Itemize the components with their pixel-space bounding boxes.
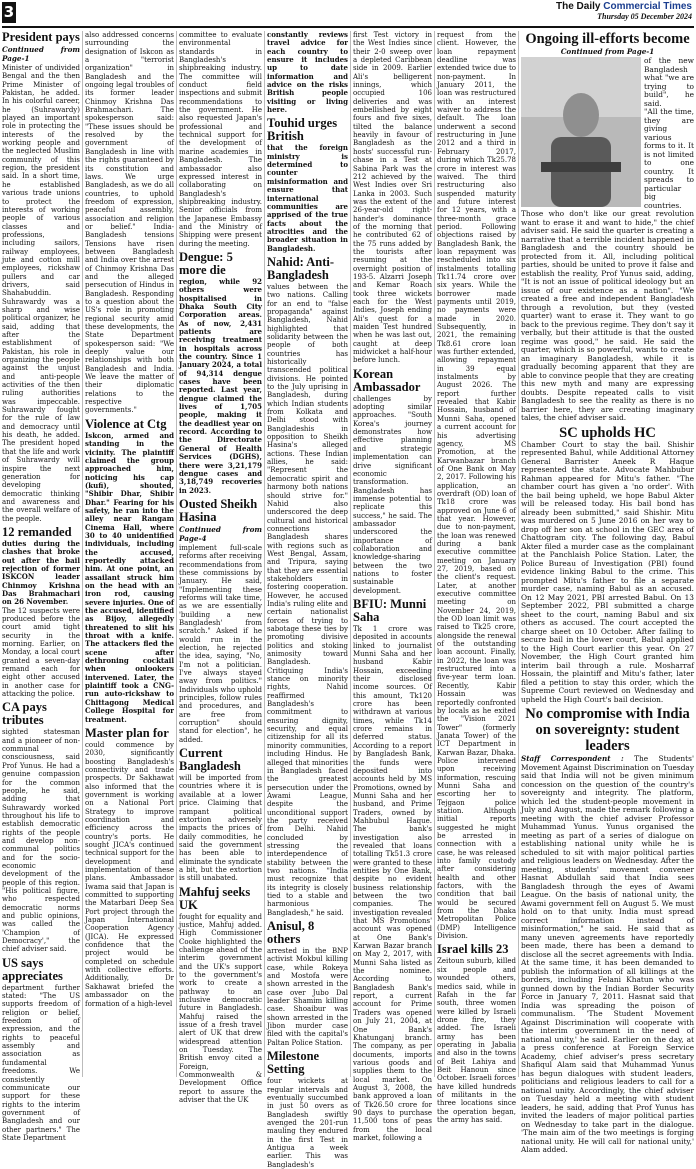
article-body: request from the client. However, the loan repayment deadline was extended twice due to non-payment. In January 2011, the loan was restructured with an interest waiver to address the default. The loan underwent a second restructuring in June 2012 and a third in February 2017, during which Tk25.78 crore in interest was waived. The third restructuring also suspended maturity and future interest for 12 years, with a three-month grace period. Following objections raised by Bangladesh Bank, the loan repayment was rescheduled into six instalments totalling Tk11.74 crore over six years. While the borrower made payments until 2019, no payments were made in 2020. Subsequently, in 2021, the remaining Tk8.61 crore loan was further extended, allowing repayment in 39 equal instalments by August 2026. The report further revealed that Kabir Hossain, husband of Munni Saha, opened a current account for his advertising agency, MS Promotion, at the Karwanbazar branch of One Bank on May 2, 2017. Following his application, an overdraft (OD) loan of Tk18 crore was approved on June 6 of that year. However, due to non-payment, the loan was renewed during a bank executive committee meeting on January 27, 2019, based on the client's request. Later, at another executive committee meeting on November 24, 2019, the OD loan limit was raised to Tk25 crore, alongside the renewal of the outstanding loan account. Finally, in 2022, the loan was restructured into a five-year term loan. Recently, Kabir Hossain was reportedly confronted by locals as he exited the "Vision 2021 Tower" (formerly Janata Tower) of the ICT Department in Karwan Bazar, Dhaka. Police intervened upon receiving information, rescuing Munni Saha and escorting her to Tejgaon police station. Although initial reports suggested he might be arrested in connection with a case, he was released into family custody after considering health and other factors, with the condition that bail would be secured from the Dhaka Metropolitan Police (DMP) Intelligence Division. xyxy=(437,31,516,941)
article-body: department further stated: "The US supports freedom of religion or belief, freedom of expression, and the rights to peaceful assembly and association as fundamental freedoms. We consistently communicate our support for these rights to the interim government of Bangladesh and our other partners." The State Department xyxy=(2,983,80,1142)
headline-mahfuj-seeks-uk: Mahfuj seeks UK xyxy=(179,884,251,912)
photo-illustration xyxy=(521,57,641,207)
article-body: values between the two nations. Calling for an end to "false propaganda" against Bangladesh, Nahid highlighted that solidarity between the people of both countries has historically transcended political divisions. He pointed to the July uprising in Bangladesh, during which Indian students from Kolkata and Delhi stood with Bangladeshis in opposition to Sheikh Hasina's alleged actions. These Indian allies, he said: "Represent the democratic spirit and harmony both nations should strive for." Nahid also underscored the deep cultural and historical connections Bangladesh shares with regions such as West Bengal, Assam, and Tripura, saying that they are essential stakeholders in fostering cooperation. However, he accused India's ruling elite and certain nationalist forces of trying to sabotage these ties by promoting divisive politics and stoking animosity toward Bangladesh. Critiquing India's stance on minority rights, Nahid reaffirmed Bangladesh's commitment to ensuring dignity, security, and equal citizenship for all its minority communities, including Hindus. He alleged that minorities in Bangladesh faced the greatest persecution under the Awami League, despite the unconditional support the party received from Delhi. Nahid concluded by stressing the interdependence of stability between the two nations. "India must recognize that its integrity is closely tied to a stable and harmonious Bangladesh," he said. xyxy=(267,282,348,917)
article-body: implement full-scale reforms after receiving recommendations from these commissions by January. He said, "Implementing these reforms will take time, as we are essentially 'building a new Bangladesh' from scratch." Asked if he would run in the election, he rejected the idea, saying, "No, I'm not a politician. I've always stayed away from politics." Individuals who uphold principles, follow rules and procedures, and are free from corruption" should stand for election", he added. xyxy=(179,543,262,744)
continued-note: Continued from Page-1 xyxy=(2,45,80,63)
headline-korean-ambassador: Korean Ambassador xyxy=(353,366,421,394)
page-header xyxy=(0,0,696,27)
column-3 xyxy=(179,31,262,1105)
headline-violence-at-ctg: Violence at Ctg xyxy=(85,416,167,431)
continued-note: Continued from Page-1 xyxy=(560,47,655,56)
issue-date: Thursday 05 December 2024 xyxy=(597,12,692,21)
headline-12-remanded: 12 remanded xyxy=(2,524,72,539)
article-body: first Test victory in the West Indies since their 2-0 sweep over a depleted Caribbean side in 2009. Earlier Ali's belligerent innings, which occupied 106 deliveries and was embellished by eight fours and five sixes, tilted the balance heavily in favour of Bangladesh as the hosts' successful run-chase in a Test at Sabina Park was the 212 achieved by the West Indies over Sri Lanka in 2003. Such was the extent of the 26-year-old right-hander's dominance of the morning that he contributed 62 of the 75 runs added by the tourists after resuming at the overnight position of 193-5. Alzarri Joseph and Kemar Roach took three wickets each for the West Indies, Joseph ending Ali's quest for a maiden Test hundred when he was last out, caught at deep midwicket a half-hour before lunch. xyxy=(353,31,432,365)
column-divider xyxy=(264,31,265,1077)
article-body: fought for equality and justice, Mahfuj added. High Commissioner Cooke highlighted the challenge ahead of the interim government and the UK's support to the government's work to create a pathway to an inclusive democratic future in Bangladesh. Mahfuj raised the issue of a fresh travel alert of UK that drew widespread attention on Tuesday. The British envoy cited a Foreign, Commonwealth & Development Office report to assure the adviser that the UK xyxy=(179,912,262,1105)
newspaper-name xyxy=(556,1,692,12)
headline-israel-kills-23: Israel kills 23 xyxy=(437,942,509,957)
headline-ousted-sheikh-hasina: Ousted Sheikh Hasina xyxy=(179,496,258,524)
headline-bfiu-munni-saha: BFIU: Munni Saha xyxy=(353,597,427,624)
headline-current-bangladesh: Current Bangladesh xyxy=(179,746,241,774)
news-photo xyxy=(521,57,641,207)
article-body: that the foreign ministry is determined to counter misinformation and ensure that international communities are apprised of the true facts about the atrocities and the broader situation in Bangladesh. xyxy=(267,143,348,253)
headline-ongoing-ill-efforts: Ongoing ill-efforts become xyxy=(525,31,690,47)
article-lead: duties during the clashes that broke out after the bail rejection of former ISKCON leader Chinmoy Krishna Das Brahmachari on 26 November. xyxy=(2,538,80,607)
column-divider xyxy=(82,31,83,1077)
column-1 xyxy=(2,30,80,1142)
continued-note: Continued from Page-4 xyxy=(179,524,262,543)
article-body: also addressed concerns surrounding the designation of Iskcon as a "terrorist organization" in Bangladesh and the ongoing legal troubles of its former leader Chinmoy Krishna Das Brahmachari. The spokesperson said: "These issues should be resolved by the government of Bangladesh in line with the rights guaranteed by its constitution and laws. We urge Bangladesh, as we do all countries, to uphold freedom of expression, peaceful assembly, association and religion or belief." India-Bangladesh tensions Tensions have risen between Bangladesh and India over the arrest of Chinmoy Krishna Das and the alleged persecution of Hindus in Bangladesh. Responding to a question about the US's role in promoting regional security amid these developments, the State Department spokesperson said: "We deeply value our relationships with both Bangladesh and India. We leave the matter of their diplomatic relations to the respective governments." xyxy=(85,31,174,415)
headline-anisul-8-others: Anisul, 8 others xyxy=(267,919,315,947)
headline-milestone-setting: Milestone Setting xyxy=(267,1049,320,1077)
article-body: Chamber Court to stay the bail. Shishir represented Bahul, while Additional Attorney General Barrister Aneek R Haque represented the state. Advocate Mahbubur Rahman appeared for Mitu's father. "The chamber court has given a 'no order'. With the bail being upheld, we hope Babul Akter will be released today. His bail bond has already been submitted," said Shishir. Mitu was murdered on 5 June 2016 on her way to drop off her son at school in the GEC area of Chattogram city. The following day, Babul Akter filed a murder case as the complainant at the Panchlaish Police Station. Later, the Police Bureau of Investigation (PBI) found evidence linking Babul to the crime. This prompted Mitu's father to file a separate murder case, naming Babul as an accused. On 12 May 2021, PBI arrested Babul. On 13 September 2022, PBI submitted a charge sheet to the court, naming Babul and six others as accused. The court accepted the charge sheet on 10 October. After failing to secure bail in the lower court, Babul applied to the High Court earlier this year. On 27 November, the High Court granted him interim bail through a rule. Mosharraf Hossain, the plaintiff and Mitu's father, later filed a petition to stay this order, which the Supreme Court reviewed on Wednesday and upheld the High Court's bail decision. xyxy=(521,439,694,704)
page-number: 3 xyxy=(3,3,15,21)
column-6 xyxy=(437,31,516,1124)
column-4 xyxy=(267,30,348,1169)
column-5 xyxy=(353,31,432,1142)
masthead xyxy=(556,1,692,22)
article-body: Minister of undivided Bengal and the then Prime Minister of Pakistan, he added. In his colorful career, he (Suhrawardy) played an important role in protecting the interests of the working people and the neglected Muslim community of this region, the president said. In a short time, he established various trade unions to protect the interests of working people of various classes and professions, including sailors, railway employees, jute and cotton mill employees, rickshaw pullers and car drivers, said Shahabuddin. Suhrawardy was a sharp and wise political organizer, he said, adding that after the establishment of Pakistan, his role in organizing the people against the unjust and anti-people activities of the then ruling authorities was impeccable. Suhrawardy fought for the rule of law and democracy until his death, he added. The president hoped that the life and work of Suhrawardy will inspire the next generation for developing democratic thinking and awareness and the overall welfare of the people. xyxy=(2,64,80,523)
article-body: sighted statesman and a pioneer of non-communal consciousness, said Prof Yunus. He had a genuine compassion for the common people, he said, adding that Suhrawardy worked throughout his life to establish democratic rights of the people and develop non-communal politics and for the socio-economic development of the people of this region. "His political figure, who respected democratic norms and public opinions, was called the 'Champion of Democracy'," the chief adviser said. xyxy=(2,728,80,954)
headline-president-pays: President pays xyxy=(2,30,80,44)
column-divider xyxy=(518,31,519,1077)
column-divider xyxy=(350,31,351,1077)
headline-nahid-anti-bangladesh: Nahid: Anti-Bangladesh xyxy=(267,254,335,282)
headline-sc-upholds-hc: SC upholds HC xyxy=(559,424,656,441)
header-rule xyxy=(2,26,694,28)
column-divider xyxy=(434,31,435,1077)
article-body: could commence by 2030, significantly boosting Bangladesh's connectivity and trade prospects. Dr Sakhawat also informed that the government is working on a National Port Strategy to improve coordination and efficiency across the country's ports. He sought JICA's continued technical support for the development and implementation of these plans. Ambassador Iwama said that Japan is committed to supporting the Matarbari Deep Sea Port project through the Japan International Cooperation Agency (JICA). He expressed confidence that the project would be completed on schedule with collective efforts. Additionally, Dr Sakhawat briefed the ambassador on the formation of a high-level xyxy=(85,740,174,1008)
article-body: Iskcon, armed and standing in the vicinity. The plaintiff claimed the group approached him, noticing his cap (kufi), shouted, "Shibir Dhar, Shibir Dhar." Fearing for his safety, he ran into the alley near Rangam Cinema Hall, where 30 to 40 unidentified individuals, including the accused, reportedly attacked him. At one point, an assailant struck him on the head with an iron rod, causing severe injuries. One of the accused, identified as Bijoy, allegedly threatened to slit his throat with a knife. The attackers fled the scene after dethroning cocktail when onlookers intervened. Later, the plaintiff took a CNG-run auto-rickshaw to Chittagong Medical College Hospital for treatment. xyxy=(85,430,174,724)
headline-us-says-appreciates: US says appreciates xyxy=(2,955,63,983)
byline: Staff Correspondent : xyxy=(521,754,624,763)
article-body: committee to evaluate environmental standards in Bangladesh's shipbreaking industry. The committee will conduct field inspections and submit recommendations to the government. He also requested Japan's professional and technical support for the development of marine academies in Bangladesh. The ambassador also expressed interest in collaborating on Bangladesh's shipbreaking industry. Senior officials from the Japanese Embassy and the Ministry of Shipping were present during the meeting. xyxy=(179,31,262,248)
headline-master-plan: Master plan for xyxy=(85,725,169,740)
article-body: four wickets at regular intervals and eventually succumbed in just 50 overs as Bangladesh swiftly avenged the 201-run mauling they endured in the first Test in Antigua a week earlier. This was Bangladesh's xyxy=(267,1077,348,1169)
article-body: Tk 1 crore was deposited in accounts linked to journalist Munni Saha and her husband Kabir Hossain, exceeding their disclosed income sources. Of this amount, Tk120 crore has been withdrawn at various times, while Tk14 crore remains in deferred status. According to a report by Bangladesh Bank, the funds were deposited into accounts held by MS Promotions, owned by Munni Saha and her husband, and Prime Traders, owned by Mahbubul Haque. The bank's investigation also revealed that loans totalling Tk51.3 crore were granted to these entities by One Bank, despite no evident business relationship between the two companies. The investigation revealed that MS Promotions' account was opened at One Bank's Karwan Bazar branch on May 2, 2017, with Munni Saha listed as the nominee. According to Bangladesh Bank's report, a current account for Prime Traders was opened on July 21, 2004, at One Bank's Khatunganj branch. The company, as per documents, imports various goods and supplies them to the local market. On August 3, 2008, the bank approved a loan of Tk26.50 crore for 90 days to purchase 11,500 tons of peas from the local market, following a xyxy=(353,625,432,1142)
article-body: challenges by adopting similar approaches. "South Korea's journey demonstrates how effective planning and strategic implementation can drive significant economic transformation. Bangladesh has immense potential to replicate this success," he said. The ambassador underscored the importance of collaboration and knowledge-sharing between the two nations to foster sustainable development. xyxy=(353,394,432,595)
column-divider xyxy=(176,31,177,1077)
brand-prefix: The Daily xyxy=(556,1,604,12)
headline-touhid-urges-british: Touhid urges British xyxy=(267,116,338,144)
article-body: arrested in the BNP activist Mokbul killing case, while Rokeya and Mostofa were shown arrested in the case over Jubo Dal leader Shamim killing case. Shoaibur was shown arrested in the Jibon murder case filed with the capital's Paltan Police Station. xyxy=(267,947,348,1047)
article-body: The Students' Movement Against Discrimination on Tuesday said that India will not be given minimum concession on the question of the country's sovereignty and integrity. The platform, which led the student-people movement in July and August, made the remark following a meeting with the chief adviser Professor Muhammad Yunus. Yunus organised the meeting as part of a series of dialogue on establishing national unity while he is scheduled to sit with major political parties and religious leaders on Wednesday. After the meeting, students' movement convener Hasnat Abdullah said that India sees Bangladesh through the eyes of Awami League. On the basis of national unity, the Awami government fell on August 5. We must hold on to that unity. India must spread correct information instead of misinformation," he said. He said that as many uneven agreements have reportedly been made, there has been a demand to disclose all the secret agreements with India. At the same time, it has been demanded to publish the information of all killings at the borders, including Felani Khatun who was gunned down by the Indian Border Security Force in January 7, 2011. Hasnat said that India was spreading the poison of communalism. 'The Student Movement Against Discrimination will cooperate with the interim government in the need of national unity,' he said. Earlier on the day, at a press conference at Foreign Service Academy, chief adviser's press secretary Shafiqul Alam said that Muhammad Yunus has begun dialogues with student leaders, politicians and religious leaders to call for a national unity. Accordingly, the chief adviser on Tuesday held a meeting with student leaders, he said, adding that Prof Yunus has invited the leaders of major political parties on Wednesday to take part in the dialogue. 'The main aim of the two meetings is forging national unity. He will call for national unity,' Alam added. xyxy=(521,754,695,1154)
article-lead: of the new Bangladesh what "we are trying to build", he said. xyxy=(644,56,694,108)
article-body: region, while 92 others were hospitalised in Dhaka South City Corporation areas. As of now, 2,431 patients are receiving treatment in hospitals across the country. Since 1 January 2024, a total of 94,314 dengue cases have been reported. Last year, dengue claimed the lives of 1,705 people, making it the deadliest year on record. According to the Directorate General of Health Services (DGHS), there were 3,21,179 dengue cases and 3,18,749 recoveries in 2023. xyxy=(179,276,262,495)
article-body: The 12 suspects were produced before the court amid tight security in the morning. Earlier, on Monday, a local court granted a seven-day remand each for eight other accused in another case for attacking the police. xyxy=(2,606,80,699)
article-body: Zeitoun suburb, killed six people and wounded others, medics said, while in Rafah in the far south, three women were killed by Israeli drone fire, they added. The Israeli army has been operating in Jabalia and also in the towns of Beit Lahiya and Beit Hanoun since October. Israeli forces have killed hundreds of militants in the three locations since the operation began, the army has said. xyxy=(437,957,516,1124)
article-body: "All the time, they are giving various forms to it. It is not limited to one country. It spreads to particular big countries. Those who don't like our great revolution want to erase it and want to hide," the chief adviser said. He said the quarter is creating a narrative that a terrible incident happened in Bangladesh and the country should be protected from it. All, including political parties, should be united to prove it false and establish the reality, Prof Yunus said, adding, "It is not an issue of political ideology but an issue of our existence as a nation". "We created a free and independent Bangladesh through a revolution, but they (vested quarter) want to erase it. They want to go back to the previous regime. They don't say it verbally, but their attitude is that the ousted regime was good," he said. He said the quarter, which is so powerful, wants to create an imaginary Bangladesh, while it is gradually becoming apparent that they are able to convince people that they are creating this new myth and many are expressing doubts. Despite repeated calls to visit Bangladesh to see the reality as there is no barrier here, they are creating imaginary tales, the chief adviser said. xyxy=(521,107,694,422)
brand-name: Commercial Times xyxy=(603,1,692,12)
headline-ca-pays-tributes: CA pays tributes xyxy=(2,700,47,728)
article-body: will be imported from countries where it is available at a lower price. Claiming that rampant political extortion adversely impacts the prices of daily commodities, he said the government has been able to eliminate the syndicate a bit, but the extortion is still unabated. xyxy=(179,774,262,883)
headline-dengue: Dengue: 5 more die xyxy=(179,249,233,277)
right-section xyxy=(521,31,695,1154)
column-2 xyxy=(85,31,174,1079)
headline-no-compromise-with-india: No compromise with India on sovereignty: student leaders xyxy=(525,706,690,754)
article-body: constantly reviews travel advice for each country to ensure it includes up to date information and advice on the risks British people visiting or living here. xyxy=(267,30,348,115)
